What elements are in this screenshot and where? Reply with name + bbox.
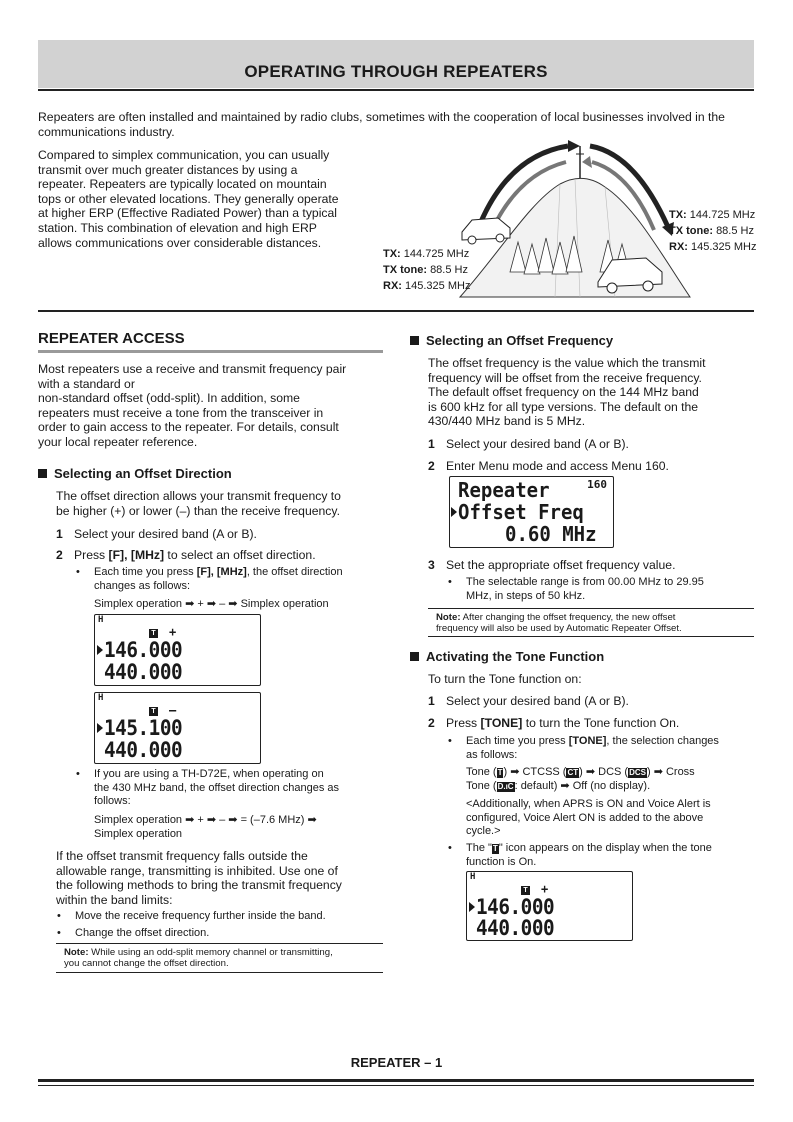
frequency-a: 146.000 [104, 638, 183, 662]
note-offset-direction [64, 947, 384, 969]
section-rule [38, 310, 754, 312]
tone-t-icon: T [497, 768, 503, 777]
step-number: 3 [428, 558, 435, 572]
tx-value: 144.725 MHz [403, 248, 470, 260]
figure-label-right-tx [669, 209, 755, 223]
tone-step-1 [428, 694, 629, 709]
lcd-display-minus [94, 692, 261, 764]
direction-sequence-2 [94, 814, 317, 841]
key-label: [TONE] [480, 716, 523, 730]
step-text: Select your desired band (A or B). [74, 527, 257, 541]
freq-step-1 [428, 437, 629, 452]
text-line: Most repeaters use a receive and transmit frequency pair [38, 362, 347, 376]
text-line: non-standard offset (odd-split). In addition, some [38, 391, 300, 406]
step-number: 1 [428, 694, 435, 708]
text: ) ➡ DCS ( [579, 766, 629, 778]
offset-direction-heading [38, 466, 232, 481]
text-line: with a standard or [38, 376, 135, 391]
text-line: function is On. [466, 855, 537, 868]
text-line: tops or other elevated locations. They generally operate [38, 191, 339, 206]
note-rule-top [428, 608, 754, 609]
intro-paragraph-2 [38, 148, 378, 250]
text: ) ➡ CTCSS ( [503, 766, 567, 778]
tone-bullet-cycle [448, 735, 753, 762]
bullet-icon: • [448, 576, 452, 588]
figure-label-left-rx [383, 280, 470, 294]
repeater-illustration [440, 132, 700, 302]
footer-rule-thin [38, 1085, 754, 1086]
text: : default) ➡ Off (no display). [514, 779, 651, 792]
offset-direction-paragraph [56, 489, 386, 518]
text-line: at higher ERP (Effective Radiated Power) than a typical [38, 206, 337, 221]
shift-indicator: – [169, 703, 177, 717]
tx-value: 144.725 MHz [689, 209, 756, 221]
text-line: station. This combination of elevation and high ERP [38, 220, 317, 235]
tone-value: 88.5 Hz [430, 264, 468, 276]
frequency-a: 146.000 [476, 895, 555, 919]
figure-label-left-tone [383, 264, 468, 278]
heading-underline [38, 350, 383, 353]
text-line: your local repeater reference. [38, 434, 198, 449]
footer-rule-thick [38, 1079, 754, 1082]
menu-title: Repeater [458, 478, 550, 502]
tone-function-heading [410, 649, 604, 664]
page-title: OPERATING THROUGH REPEATERS [244, 62, 548, 81]
figure-label-right-rx [669, 241, 756, 255]
square-bullet-icon [38, 469, 47, 478]
text: Tone ( [466, 779, 497, 792]
tone-value: 88.5 Hz [716, 225, 754, 237]
figure-label-right-tone [669, 225, 754, 239]
note-rule-top [56, 943, 383, 944]
step-text: Press [446, 716, 481, 730]
text-line: allowable range, transmitting is inhibited. Use one of [56, 863, 338, 878]
power-indicator: H [98, 693, 104, 703]
note-rule-bottom [428, 636, 754, 637]
band-caret-icon [97, 645, 103, 655]
menu-value: 0.60 MHz [505, 522, 597, 546]
rx-label: RX: [383, 280, 402, 292]
title-rule [38, 89, 754, 91]
tx-label: TX: [383, 248, 401, 260]
bullet-icon: • [57, 910, 61, 922]
tone-icon: T [521, 886, 530, 895]
offset-frequency-heading [410, 333, 613, 348]
text-line: 430/440 MHz band is 5 MHz. [428, 414, 586, 429]
shift-indicator: + [541, 882, 549, 896]
tone-icon: T [149, 629, 158, 638]
dcs-icon: DCS [629, 768, 646, 777]
text-line: cycle.> [466, 825, 501, 838]
rx-value: 145.325 MHz [405, 280, 471, 292]
text-line: Simplex operation ➡ + ➡ – ➡ = (–7.6 MHz) ➡ [94, 814, 317, 826]
bullet-direction-change [76, 566, 376, 593]
page-footer: REPEATER – 1 [350, 1055, 443, 1070]
text-line: The default offset frequency on the 144 MHz band [428, 385, 699, 400]
rx-label: RX: [669, 241, 688, 253]
text-line: allows communications over considerable distances. [38, 235, 322, 250]
menu-number: 160 [587, 478, 607, 491]
note-label: Note: [64, 947, 89, 958]
range-paragraph [56, 849, 386, 907]
ctcss-icon: CT [567, 768, 579, 777]
method-2 [57, 927, 209, 941]
text-line: Simplex operation [94, 827, 183, 840]
text: Move the receive frequency further inside the band. [75, 910, 326, 922]
step-number: 1 [428, 437, 435, 451]
text-line: <Additionally, when APRS is ON and Voice Alert is [466, 798, 711, 810]
step-text: Set the appropriate offset frequency value. [446, 558, 676, 572]
text: " icon appears on the display when the tone [498, 842, 712, 854]
bullet-icon: • [76, 566, 80, 578]
text-line: frequency will also be used by Automatic Repeater Offset. [436, 623, 682, 635]
lcd-display-tone [466, 871, 633, 941]
text-line: is 600 kHz for all type versions. The default on the [428, 399, 699, 414]
key-label: [F], [MHz] [108, 548, 165, 562]
band-caret-icon [97, 723, 103, 733]
note-rule-bottom [56, 972, 383, 973]
tone-bullet-icon [448, 842, 753, 869]
text: ) ➡ Cross [646, 766, 695, 778]
text-line: repeaters must receive a tone from the transceiver in [38, 405, 324, 420]
tone-t-icon: T [492, 844, 498, 853]
step-number: 1 [56, 527, 63, 541]
step-number: 2 [56, 548, 63, 562]
repeater-access-paragraph [38, 362, 383, 450]
rx-value: 145.325 MHz [691, 241, 757, 253]
text: Tone ( [466, 766, 497, 778]
shift-indicator: + [169, 625, 177, 639]
power-indicator: H [98, 615, 104, 625]
step-2 [56, 548, 316, 563]
text-line: transmit over much greater distances by using a [38, 162, 298, 177]
text: While using an odd-split memory channel or transmitting, [88, 947, 333, 958]
frequency-b: 440.000 [476, 916, 555, 940]
text-line: MHz, in steps of 50 kHz. [466, 589, 586, 602]
band-caret-icon [469, 902, 475, 912]
text-line: the following methods to bring the transmit frequency [56, 878, 342, 893]
step-number: 2 [428, 459, 435, 473]
text-line: repeater. Repeaters are typically located on mountain [38, 177, 327, 192]
text-line: frequency will be offset from the receive frequency. [428, 370, 702, 385]
text-line: The offset direction allows your transmit frequency to [56, 489, 341, 503]
tx-label: TX: [669, 209, 687, 221]
bullet-icon: • [448, 735, 452, 747]
square-bullet-icon [410, 336, 419, 345]
cross-tone-icon: D.ıC [497, 781, 514, 791]
tone-icon: T [149, 707, 158, 716]
freq-step-2 [428, 459, 669, 474]
freq-step-3-bullet [448, 576, 748, 603]
step-1 [56, 527, 257, 542]
note-label: Note: [436, 612, 461, 623]
key-label: [TONE] [568, 735, 607, 747]
freq-step-3 [428, 558, 675, 573]
text-line: be higher (+) or lower (–) than the receive frequency. [56, 503, 340, 518]
menu-lcd-display [449, 476, 614, 548]
power-indicator: H [470, 872, 476, 882]
lcd-display-plus [94, 614, 261, 686]
repeater-access-heading: REPEATER ACCESS [38, 330, 185, 347]
text-line: within the band limits: [56, 892, 173, 907]
figure-label-left-tx [383, 248, 469, 262]
text-line: as follows: [466, 748, 518, 761]
text: After changing the offset frequency, the new offset [460, 612, 676, 623]
text-line: the 430 MHz band, the offset direction changes as [94, 781, 340, 794]
direction-sequence: Simplex operation ➡ + ➡ – ➡ Simplex operation [94, 598, 329, 610]
key-label: [F], [MHz] [196, 566, 247, 578]
text: The " [466, 842, 492, 854]
bullet-icon: • [448, 842, 452, 854]
text-line: If the offset transmit frequency falls outside the [56, 849, 308, 863]
step-text: Enter Menu mode and access Menu 160. [446, 459, 669, 473]
bullet-icon: • [76, 768, 80, 780]
step-text: to select an offset direction. [164, 548, 316, 562]
step-text: Press [74, 548, 109, 562]
step-number: 2 [428, 716, 435, 730]
menu-item: Offset Freq [458, 500, 584, 524]
heading-text: Activating the Tone Function [426, 649, 605, 664]
step-text: Select your desired band (A or B). [446, 694, 629, 708]
cursor-caret-icon [451, 507, 457, 517]
text-line: The offset frequency is the value which the transmit [428, 356, 706, 370]
text: Each time you press [466, 735, 569, 747]
offset-frequency-paragraph [428, 356, 758, 429]
text: Change the offset direction. [75, 927, 210, 939]
bullet-icon: • [57, 927, 61, 939]
text-line: Compared to simplex communication, you can usually [38, 148, 330, 162]
method-1 [57, 910, 326, 924]
square-bullet-icon [410, 652, 419, 661]
note-offset-frequency [436, 612, 754, 634]
intro-paragraph: Repeaters are often installed and maintained by radio clubs, sometimes with the cooperation of local businesses involved in the communications industry. [38, 110, 725, 139]
frequency-b: 440.000 [104, 660, 183, 684]
text: , the selection changes [606, 735, 719, 747]
frequency-a: 145.100 [104, 716, 183, 740]
text-line: The selectable range is from 00.00 MHz to 29.95 [466, 576, 704, 588]
text-line: If you are using a TH-D72E, when operating on [94, 768, 324, 780]
frequency-b: 440.000 [104, 738, 183, 762]
text-line: you cannot change the offset direction. [64, 958, 229, 970]
text-line: order to gain access to the repeater. For details, consult [38, 420, 339, 435]
step-text: Select your desired band (A or B). [446, 437, 629, 451]
title-band [38, 40, 754, 88]
tone-label: TX tone: [669, 225, 713, 237]
text-line: changes as follows: [94, 579, 190, 592]
text: , the offset direction [246, 566, 343, 578]
aprs-note [466, 798, 758, 839]
tone-step-2 [428, 716, 679, 731]
bullet-th-d72e [76, 768, 376, 809]
tone-label: TX tone: [383, 264, 427, 276]
heading-text: Selecting an Offset Frequency [426, 333, 614, 348]
heading-text: Selecting an Offset Direction [54, 466, 232, 481]
text-line: configured, Voice Alert ON is added to the above [466, 811, 704, 824]
tone-sequence [466, 766, 758, 793]
text: Each time you press [94, 566, 197, 578]
text-line: follows: [94, 795, 131, 808]
step-text: to turn the Tone function On. [522, 716, 680, 730]
tone-intro: To turn the Tone function on: [428, 672, 582, 686]
